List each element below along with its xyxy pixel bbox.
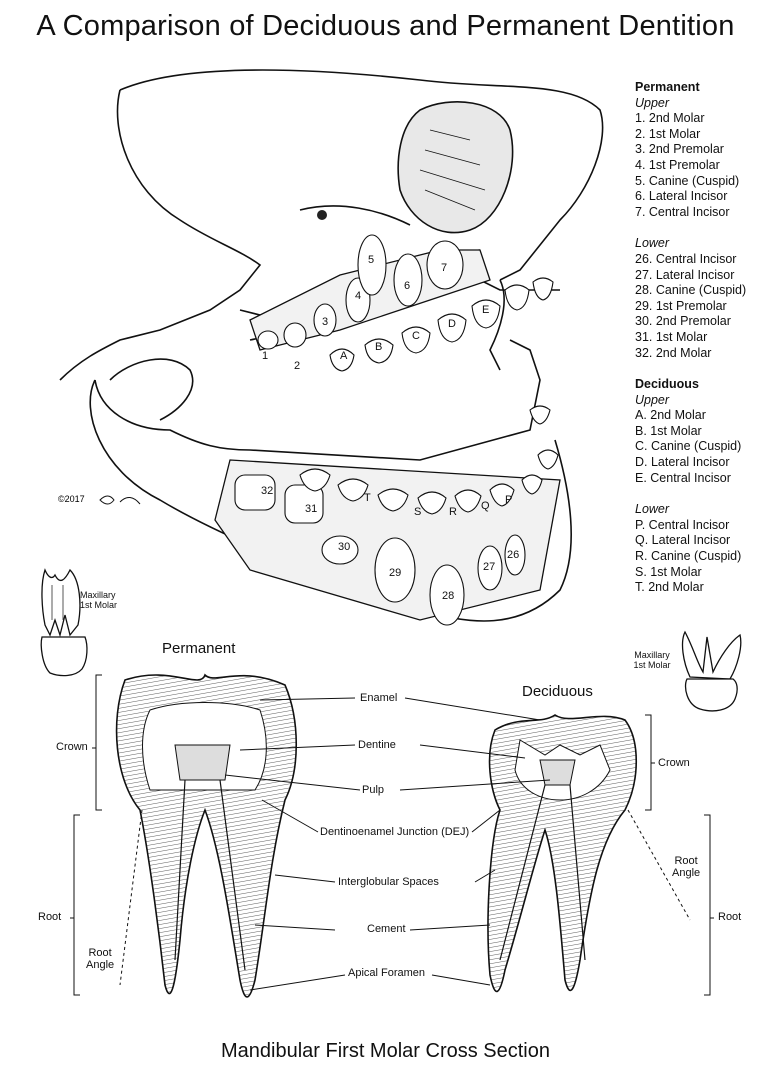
lower-perm-label: 27 bbox=[483, 561, 496, 573]
legend-item: B. 1st Molar bbox=[635, 423, 702, 438]
lower-dec-label: T bbox=[364, 492, 371, 504]
legend-item: D. Lateral Incisor bbox=[635, 455, 730, 470]
legend-item: C. Canine (Cuspid) bbox=[635, 439, 742, 454]
root-label-right: Root bbox=[718, 911, 742, 923]
upper-dec-label: A bbox=[340, 350, 348, 362]
root-angle-right: Root Angle bbox=[672, 855, 701, 879]
lower-perm-label: 28 bbox=[442, 590, 455, 602]
legend-item: 5. Canine (Cuspid) bbox=[635, 173, 740, 188]
lower-dec-label: P bbox=[505, 494, 513, 506]
footer-caption: Mandibular First Molar Cross Section bbox=[221, 1040, 550, 1062]
maxillary-label-left: Maxillary 1st Molar bbox=[80, 590, 118, 610]
permanent-title: Permanent bbox=[162, 640, 236, 657]
lower-perm-label: 31 bbox=[305, 503, 318, 515]
lower-perm-label: 32 bbox=[261, 485, 274, 497]
orbit bbox=[398, 102, 512, 233]
legend-item: 2. 1st Molar bbox=[635, 126, 701, 141]
legend-item: 27. Lateral Incisor bbox=[635, 267, 735, 282]
legend-upper-heading: Upper bbox=[635, 392, 670, 407]
skull-illustration bbox=[0, 50, 630, 650]
legend-item: 7. Central Incisor bbox=[635, 204, 730, 219]
legend-item: 6. Lateral Incisor bbox=[635, 189, 728, 204]
legend-item: 26. Central Incisor bbox=[635, 251, 737, 266]
lower-dec-label: Q bbox=[481, 500, 490, 512]
upper-perm-label: 6 bbox=[404, 280, 411, 292]
upper-perm-label: 4 bbox=[355, 290, 362, 302]
legend-item: 4. 1st Premolar bbox=[635, 157, 720, 172]
deciduous-title: Deciduous bbox=[522, 683, 593, 700]
legend-deciduous-heading: Deciduous bbox=[635, 377, 699, 392]
legend-item: 30. 2nd Premolar bbox=[635, 314, 731, 329]
upper-dec-label: C bbox=[412, 330, 420, 342]
legend-item: 28. Canine (Cuspid) bbox=[635, 283, 747, 298]
label-dentine: Dentine bbox=[358, 739, 396, 751]
lower-perm-label: 30 bbox=[338, 541, 351, 553]
legend-item: 29. 1st Premolar bbox=[635, 298, 727, 313]
legend-item: 1. 2nd Molar bbox=[635, 111, 705, 126]
upper-dec-label: D bbox=[448, 318, 456, 330]
root-angle-left: Root Angle bbox=[86, 947, 115, 971]
crown-label-left: Crown bbox=[56, 741, 88, 753]
label-pulp: Pulp bbox=[362, 784, 385, 796]
upper-perm-label: 7 bbox=[441, 262, 448, 274]
skull-side-outline bbox=[60, 90, 260, 380]
signature: ©2017 bbox=[58, 494, 85, 504]
legend bbox=[635, 80, 765, 596]
mandible-outline bbox=[95, 340, 540, 460]
legend-item: Q. Lateral Incisor bbox=[635, 533, 731, 548]
legend-permanent-heading: Permanent bbox=[635, 80, 700, 94]
cross-section-diagram bbox=[0, 660, 771, 1040]
lower-dec-label: S bbox=[414, 506, 422, 518]
upper-perm-label: 1 bbox=[262, 350, 269, 362]
label-apical-foramen: Apical Foramen bbox=[348, 967, 426, 979]
upper-perm-label: 5 bbox=[368, 254, 375, 266]
label-dej: Dentinoenamel Junction (DEJ) bbox=[320, 826, 470, 838]
upper-dec-label: B bbox=[375, 341, 383, 353]
lower-perm-label: 26 bbox=[507, 549, 520, 561]
upper-dec-label: E bbox=[482, 304, 490, 316]
legend-item: E. Central Incisor bbox=[635, 470, 731, 485]
legend-lower-heading: Lower bbox=[635, 502, 670, 517]
legend-item: R. Canine (Cuspid) bbox=[635, 549, 742, 564]
label-enamel: Enamel bbox=[360, 692, 398, 704]
legend-item: A. 2nd Molar bbox=[635, 408, 706, 423]
permanent-tooth bbox=[117, 675, 297, 997]
lower-perm-label: 29 bbox=[389, 567, 402, 579]
label-cement: Cement bbox=[367, 923, 406, 935]
lower-dec-label: R bbox=[449, 506, 457, 518]
label-interglobular: Interglobular Spaces bbox=[338, 876, 439, 888]
legend-lower-heading: Lower bbox=[635, 236, 670, 251]
crown-label-right: Crown bbox=[658, 757, 690, 769]
legend-item: P. Central Incisor bbox=[635, 517, 730, 532]
legend-upper-heading: Upper bbox=[635, 95, 670, 110]
legend-item: 32. 2nd Molar bbox=[635, 345, 712, 360]
legend-item: T. 2nd Molar bbox=[635, 580, 704, 595]
upper-perm-label: 3 bbox=[322, 316, 329, 328]
legend-item: 31. 1st Molar bbox=[635, 329, 708, 344]
legend-item: S. 1st Molar bbox=[635, 564, 702, 579]
page-title: A Comparison of Deciduous and Permanent Dentition bbox=[36, 10, 735, 42]
root-label-left: Root bbox=[38, 911, 62, 923]
maxillary-label-right: Maxillary 1st Molar bbox=[633, 650, 671, 670]
upper-perm-label: 2 bbox=[294, 360, 301, 372]
legend-item: 3. 2nd Premolar bbox=[635, 142, 724, 157]
